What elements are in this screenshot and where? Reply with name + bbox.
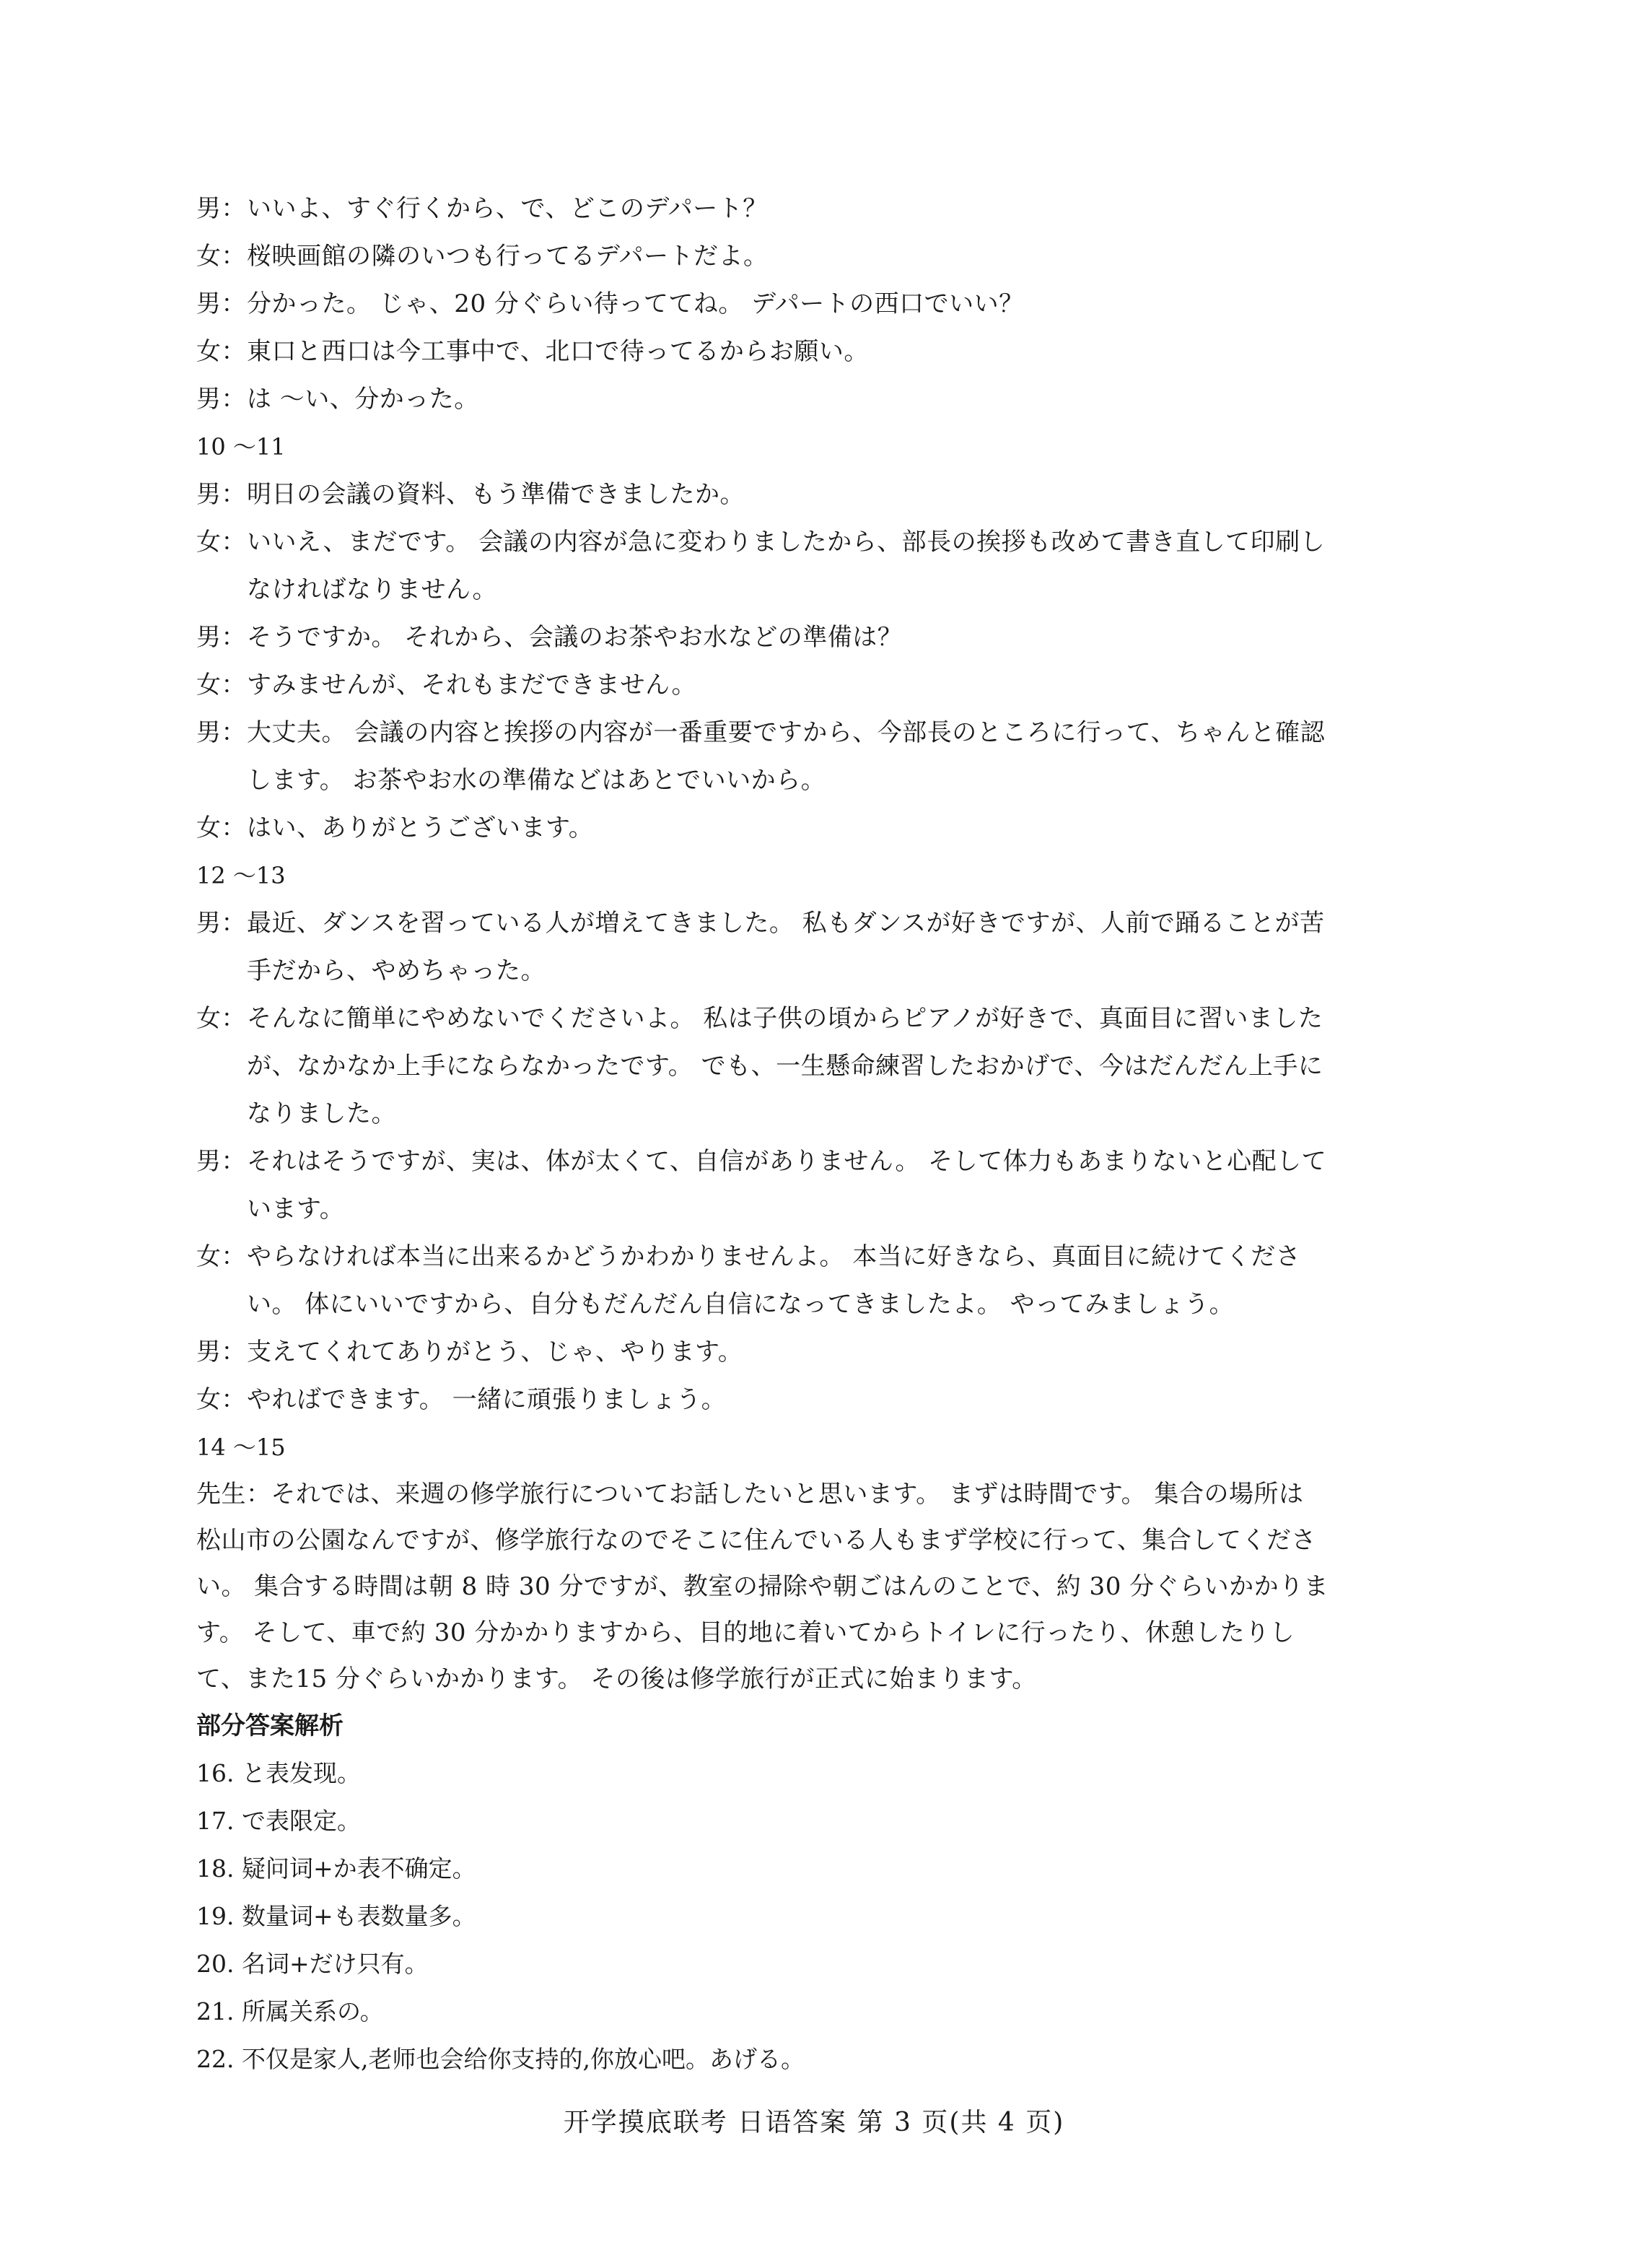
page-footer: 开学摸底联考 日语答案 第 3 页(共 4 页) bbox=[563, 2108, 1065, 2137]
dialogue-line bbox=[196, 1233, 1432, 1328]
utterance-text: すみませんが、それもまだできません。 bbox=[247, 671, 697, 699]
speaker-label: 女： bbox=[196, 1242, 246, 1271]
page-content bbox=[196, 185, 1432, 2083]
speaker-label: 女： bbox=[196, 337, 246, 366]
utterance-text: なりました。 bbox=[247, 1099, 396, 1128]
utterance bbox=[247, 614, 1432, 661]
utterance-text: します。 お茶やお水の準備などはあとでいいから。 bbox=[247, 766, 826, 795]
speaker-label: 男： bbox=[196, 1147, 246, 1176]
speaker-label: 男： bbox=[196, 385, 246, 414]
dialogue-line bbox=[196, 185, 1432, 232]
dialogue-line bbox=[196, 471, 1432, 518]
utterance bbox=[247, 185, 1432, 232]
speaker-label: 男： bbox=[196, 1338, 246, 1366]
utterance-text: はい、ありがとうございます。 bbox=[247, 814, 594, 842]
utterance-text: いいよ、すぐ行くから、で、どこのデパート？ bbox=[247, 194, 768, 223]
dialogue-line bbox=[196, 899, 1432, 995]
monologue-paragraph bbox=[196, 1471, 1432, 1702]
section-number: 14 ～15 bbox=[196, 1434, 286, 1461]
utterance bbox=[247, 1233, 1432, 1328]
utterance bbox=[247, 1376, 1432, 1423]
utterance bbox=[247, 1138, 1432, 1233]
answer-item: 22. 不仅是家人,老师也会给你支持的,你放心吧。あげる。 bbox=[196, 2045, 805, 2073]
dialogue-line bbox=[196, 661, 1432, 709]
monologue-line: す。 そして、車で約 30 分かかりますから、目的地に着いてからトイレに行ったり、休憩したりし bbox=[196, 1618, 1295, 1647]
utterance-text: が、なかなか上手にならなかったです。 でも、一生懸命練習したおかげで、今はだんだん上手に bbox=[247, 1052, 1323, 1081]
dialogue-line bbox=[196, 995, 1432, 1138]
dialogue-line bbox=[196, 614, 1432, 661]
answer-section bbox=[196, 1702, 1432, 2083]
utterance-text: 分かった。 じゃ、20 分ぐらい待っててね。 デパートの西口でいい？ bbox=[247, 289, 1024, 318]
utterance bbox=[247, 375, 1432, 423]
utterance-text: やらなければ本当に出来るかどうかわかりませんよ。 本当に好きなら、真面目に続けてくださ bbox=[247, 1242, 1301, 1271]
monologue-line: 松山市の公園なんですが、修学旅行なのでそこに住んでいる人もまず学校に行って、集合してくださ bbox=[196, 1526, 1316, 1555]
utterance-text: いいえ、まだです。 会議の内容が急に変わりましたから、部長の挨拶も改めて書き直して印刷し bbox=[247, 528, 1326, 557]
utterance-text: います。 bbox=[247, 1195, 345, 1224]
monologue-line: 先生：それでは、来週の修学旅行についてお話したいと思います。 まずは時間です。 集合の場所は bbox=[196, 1480, 1304, 1509]
speaker-label: 女： bbox=[196, 671, 246, 699]
utterance-text: は ～い、分かった。 bbox=[247, 385, 479, 414]
utterance-text: そうですか。 それから、会議のお茶やお水などの準備は？ bbox=[247, 623, 903, 652]
dialogue-line bbox=[196, 232, 1432, 280]
answer-item: 21. 所属关系の。 bbox=[196, 1997, 384, 2025]
dialogue-line bbox=[196, 280, 1432, 328]
utterance bbox=[247, 709, 1432, 804]
speaker-label: 男： bbox=[196, 289, 246, 318]
utterance-text: やればできます。 一緒に頑張りましょう。 bbox=[247, 1385, 727, 1414]
utterance bbox=[247, 804, 1432, 852]
utterance bbox=[247, 661, 1432, 709]
utterance bbox=[247, 328, 1432, 375]
utterance-text: なければなりません。 bbox=[247, 575, 498, 604]
dialogue-section bbox=[196, 852, 1432, 1423]
dialogue-line bbox=[196, 1328, 1432, 1376]
speaker-label: 男： bbox=[196, 909, 246, 938]
utterance bbox=[247, 995, 1432, 1138]
utterance-text: 最近、ダンスを習っている人が増えてきました。 私もダンスが好きですが、人前で踊ることが苦 bbox=[247, 909, 1325, 938]
utterance-text: それはそうですが、実は、体が太くて、自信がありません。 そして体力もあまりないと心配して bbox=[247, 1147, 1327, 1176]
utterance bbox=[247, 232, 1432, 280]
dialogue-line bbox=[196, 328, 1432, 375]
utterance bbox=[247, 899, 1432, 995]
utterance bbox=[247, 1328, 1432, 1376]
monologue-line: て、また15 分ぐらいかかります。 その後は修学旅行が正式に始まります。 bbox=[196, 1665, 1037, 1693]
speaker-label: 女： bbox=[196, 1004, 246, 1033]
utterance-text: 大丈夫。 会議の内容と挨拶の内容が一番重要ですから、今部長のところに行って、ちゃんと確認 bbox=[247, 718, 1326, 747]
dialogue-sections bbox=[196, 185, 1432, 1423]
dialogue-line bbox=[196, 804, 1432, 852]
answer-item: 17. で表限定。 bbox=[196, 1807, 361, 1835]
dialogue-section bbox=[196, 423, 1432, 852]
utterance bbox=[247, 471, 1432, 518]
answer-heading: 部分答案解析 bbox=[196, 1711, 343, 1740]
dialogue-line bbox=[196, 1376, 1432, 1423]
utterance bbox=[247, 518, 1432, 614]
speaker-label: 女： bbox=[196, 528, 246, 557]
speaker-label: 女： bbox=[196, 814, 246, 842]
monologue-section bbox=[196, 1423, 1432, 1702]
dialogue-section bbox=[196, 185, 1432, 423]
speaker-label: 女： bbox=[196, 242, 246, 271]
answer-item: 19. 数量词+も表数量多。 bbox=[196, 1902, 476, 1930]
utterance-text: 桜映画館の隣のいつも行ってるデパートだよ。 bbox=[247, 242, 769, 271]
utterance-text: そんなに簡単にやめないでくださいよ。 私は子供の頃からピアノが好きで、真面目に習いました bbox=[247, 1004, 1323, 1033]
dialogue-line bbox=[196, 375, 1432, 423]
speaker-label: 男： bbox=[196, 718, 246, 747]
dialogue-line bbox=[196, 518, 1432, 614]
answer-item: 18. 疑问词+か表不确定。 bbox=[196, 1854, 476, 1883]
utterance bbox=[247, 280, 1432, 328]
section-number: 10 ～11 bbox=[196, 433, 286, 461]
answer-item: 16. と表发现。 bbox=[196, 1759, 361, 1787]
speaker-label: 男： bbox=[196, 194, 246, 223]
utterance-text: 手だから、やめちゃった。 bbox=[247, 956, 546, 985]
speaker-label: 男： bbox=[196, 623, 246, 652]
utterance-text: 支えてくれてありがとう、じゃ、やります。 bbox=[247, 1338, 743, 1366]
utterance-text: 東口と西口は今工事中で、北口で待ってるからお願い。 bbox=[247, 337, 869, 366]
section-number: 12 ～13 bbox=[196, 862, 286, 889]
answer-item: 20. 名词+だけ只有。 bbox=[196, 1950, 429, 1978]
speaker-label: 女： bbox=[196, 1385, 246, 1414]
speaker-label: 男： bbox=[196, 480, 246, 509]
dialogue-line bbox=[196, 709, 1432, 804]
monologue-line: い。 集合する時間は朝 8 時 30 分ですが、教室の掃除や朝ごはんのことで、約 30 分ぐらいかかりま bbox=[196, 1572, 1329, 1601]
utterance-text: い。 体にいいですから、自分もだんだん自信になってきましたよ。 やってみましょう。 bbox=[247, 1290, 1235, 1319]
utterance-text: 明日の会議の資料、もう準備できましたか。 bbox=[247, 480, 745, 509]
dialogue-line bbox=[196, 1138, 1432, 1233]
